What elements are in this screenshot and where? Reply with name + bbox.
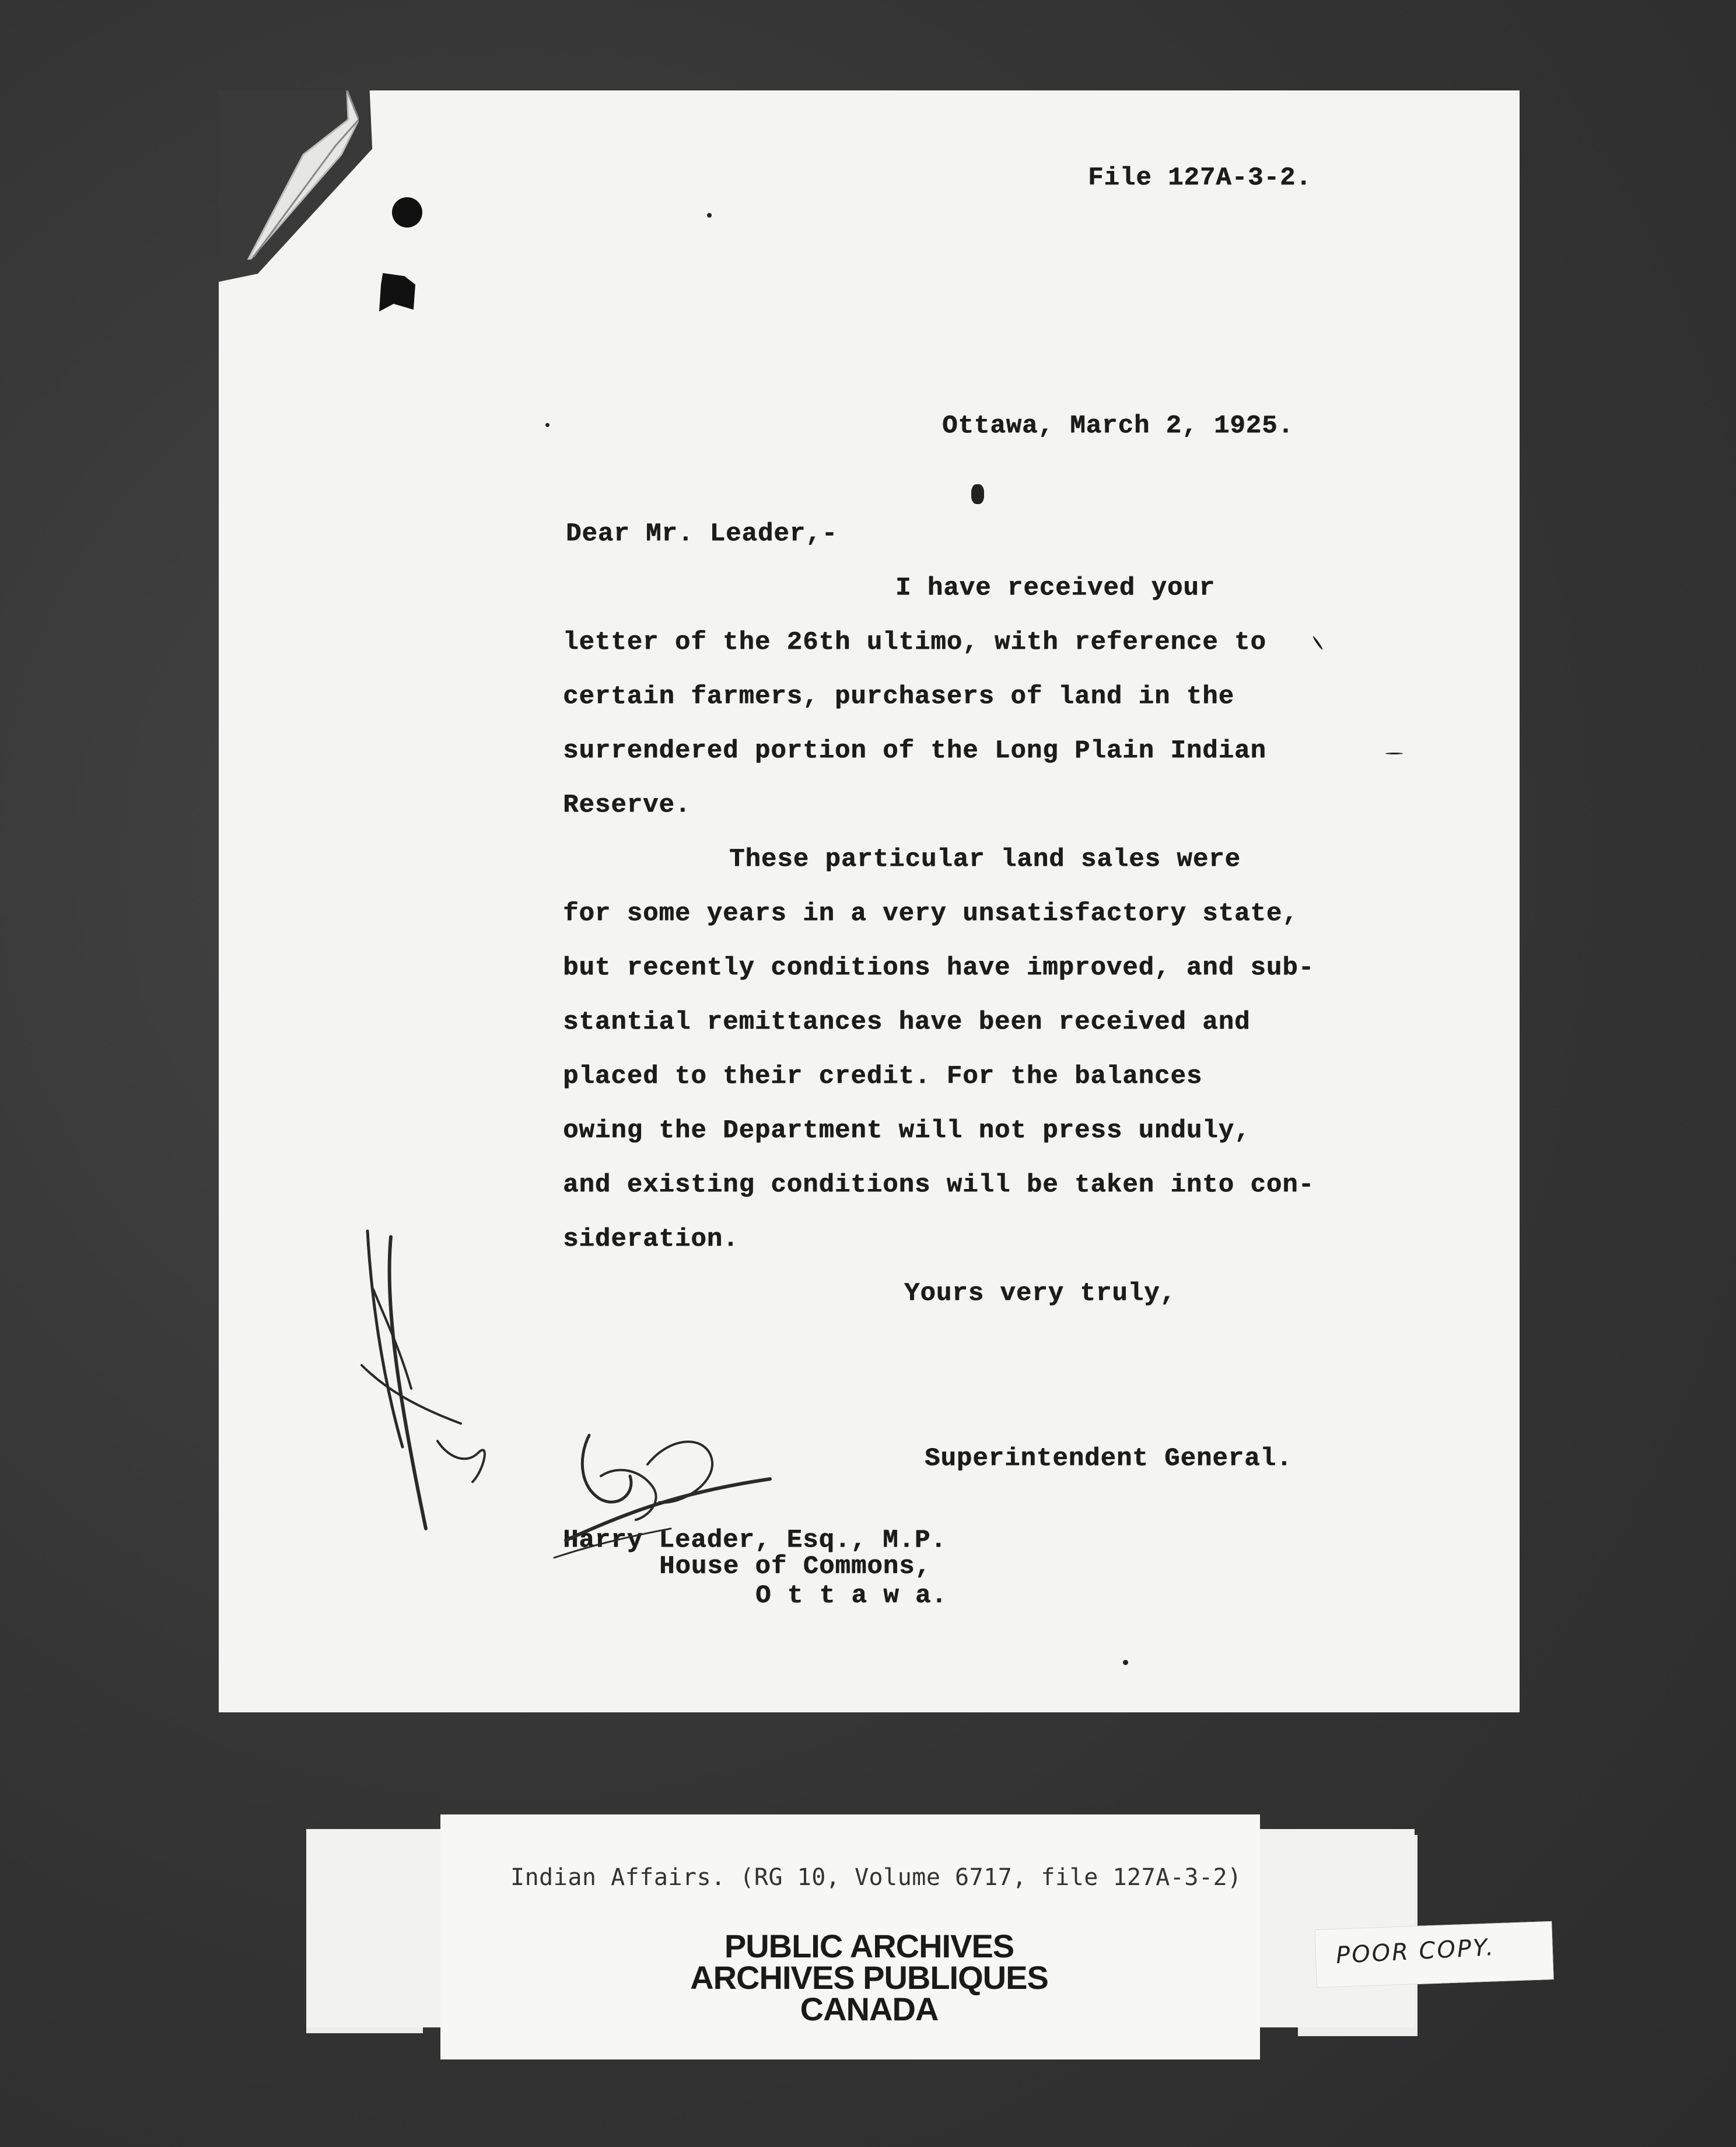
archives-title-en: PUBLIC ARCHIVES (724, 1928, 1014, 1964)
handwritten-initials (344, 1214, 788, 1575)
ink-speck (1123, 1660, 1128, 1665)
folded-corner (219, 90, 359, 260)
paragraph-line: owing the Department will not press unduly, (563, 1116, 1251, 1145)
ink-speck (971, 484, 984, 504)
closing: Yours very truly, (904, 1279, 1176, 1308)
paragraph-line: but recently conditions have improved, and sub- (563, 953, 1315, 982)
addressee-name: Harry Leader, Esq., M.P. (563, 1526, 947, 1555)
paragraph-line: stantial remittances have been received and (563, 1008, 1251, 1037)
paragraph-line: sideration. (563, 1225, 739, 1254)
paragraph-line: and existing conditions will be taken into con- (563, 1170, 1315, 1200)
signatory-title: Superintendent General. (925, 1444, 1293, 1473)
paragraph-line: for some years in a very unsatisfactory state, (563, 899, 1298, 928)
archive-citation: Indian Affairs. (RG 10, Volume 6717, file 127A-3-2) (510, 1864, 1242, 1891)
ink-speck (545, 423, 550, 427)
paragraph-line: These particular land sales were (729, 845, 1241, 874)
ink-speck (1385, 753, 1403, 754)
addressee-line: House of Commons, (659, 1552, 931, 1581)
paragraph-line: I have received your (895, 574, 1216, 603)
addressee-city: O t t a w a. (755, 1581, 947, 1610)
punch-hole (392, 197, 422, 228)
ink-speck (707, 213, 712, 218)
file-reference: File 127A-3-2. (1088, 163, 1312, 193)
date-line: Ottawa, March 2, 1925. (942, 411, 1294, 440)
paragraph-line: surrendered portion of the Long Plain Indian (563, 736, 1266, 765)
paragraph-line: letter of the 26th ultimo, with reference to (563, 628, 1266, 657)
paragraph-line: certain farmers, purchasers of land in the (563, 682, 1234, 711)
paragraph-line: Reserve. (563, 791, 691, 820)
archives-title-country: CANADA (800, 1991, 939, 2027)
paragraph-line: placed to their credit. For the balances (563, 1062, 1203, 1091)
poor-copy-note: POOR COPY. (1335, 1933, 1496, 1970)
salutation: Dear Mr. Leader,- (566, 519, 838, 548)
archives-title-fr: ARCHIVES PUBLIQUES (690, 1959, 1048, 1996)
